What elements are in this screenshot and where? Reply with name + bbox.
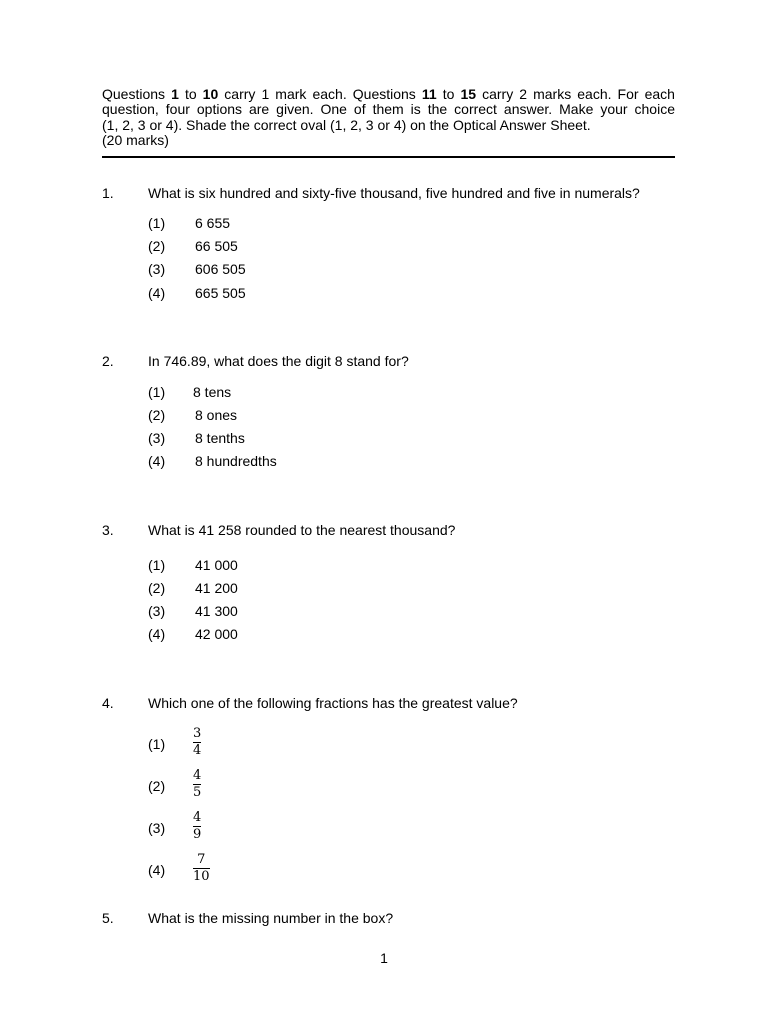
question-number: 4. (102, 695, 114, 711)
option-2 (0, 778, 768, 798)
option-4 (0, 862, 768, 882)
option-value: 66 505 (195, 238, 238, 254)
option-label: (1) (148, 215, 166, 231)
option-value: 8 ones (195, 407, 238, 423)
option-3 (0, 430, 768, 450)
option-label: (4) (148, 453, 166, 469)
option-label: (3) (148, 603, 166, 619)
question-text: In 746.89, what does the digit 8 stand for? (148, 353, 409, 369)
question-text: What is 41 258 rounded to the nearest thousand? (148, 522, 456, 538)
fraction-3-4 (193, 727, 201, 758)
option-value: 8 tens (193, 384, 232, 400)
question-text: Which one of the following fractions has the greatest value? (148, 695, 518, 711)
instructions-block (102, 87, 675, 148)
option-2 (0, 580, 768, 600)
option-label: (3) (148, 820, 166, 836)
option-value: 606 505 (195, 261, 246, 277)
question-number: 3. (102, 522, 114, 538)
option-4 (0, 626, 768, 646)
fraction-denominator: 9 (193, 827, 202, 842)
option-label: (1) (148, 557, 166, 573)
option-3 (0, 820, 768, 840)
page-number: 1 (380, 950, 388, 966)
option-1 (0, 557, 768, 577)
option-label: (2) (148, 407, 166, 423)
option-value: 41 000 (195, 557, 238, 573)
option-label: (4) (148, 285, 166, 301)
question-number: 2. (102, 353, 114, 369)
option-label: (4) (148, 626, 166, 642)
option-label: (2) (148, 238, 166, 254)
option-1 (0, 215, 768, 235)
option-2 (0, 238, 768, 258)
fraction-denominator: 10 (193, 869, 210, 884)
fraction-7-10 (193, 853, 210, 884)
option-2 (0, 407, 768, 427)
option-1 (0, 384, 768, 404)
option-4 (0, 285, 768, 305)
question-number: 1. (102, 185, 114, 201)
option-value: 41 200 (195, 580, 238, 596)
fraction-numerator: 4 (193, 768, 202, 783)
option-3 (0, 603, 768, 623)
option-value: 8 tenths (195, 430, 245, 446)
fraction-denominator: 4 (193, 743, 202, 758)
fraction-numerator: 7 (197, 852, 206, 867)
fraction-numerator: 3 (193, 726, 202, 741)
option-label: (3) (148, 430, 166, 446)
fraction-numerator: 4 (193, 810, 202, 825)
option-label: (3) (148, 261, 166, 277)
instructions-marks: (20 marks) (102, 131, 169, 148)
option-label: (1) (148, 384, 166, 400)
fraction-4-5 (193, 769, 201, 800)
question-number: 5. (102, 910, 114, 926)
question-text: What is six hundred and sixty-five thousand, five hundred and five in numerals? (148, 185, 640, 201)
instructions-line-3: (1, 2, 3 or 4). Shade the correct oval (1, 2, 3 or 4) on the Optical Answer Sheet. (102, 116, 591, 133)
option-label: (4) (148, 862, 166, 878)
option-1 (0, 736, 768, 756)
instructions-line-1: Questions 1 to 10 carry 1 mark each. Questions 11 to 15 carry 2 marks each. For each (102, 86, 675, 102)
option-label: (1) (148, 736, 166, 752)
instructions-line-2: question, four options are given. One of them is the correct answer. Make your choice (102, 101, 675, 118)
divider-rule (102, 156, 675, 158)
option-3 (0, 261, 768, 281)
option-value: 665 505 (195, 285, 246, 301)
option-4 (0, 453, 768, 473)
option-label: (2) (148, 778, 166, 794)
option-label: (2) (148, 580, 166, 596)
question-text: What is the missing number in the box? (148, 910, 394, 926)
option-value: 6 655 (195, 215, 231, 231)
fraction-4-9 (193, 811, 201, 842)
option-value: 42 000 (195, 626, 238, 642)
fraction-denominator: 5 (193, 785, 202, 800)
option-value: 41 300 (195, 603, 238, 619)
option-value: 8 hundredths (195, 453, 277, 469)
